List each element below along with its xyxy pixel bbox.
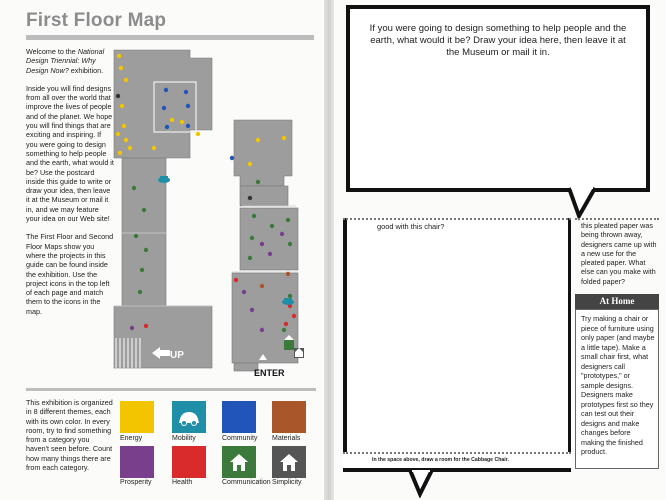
first-floor-map (112, 48, 314, 378)
community-label: Community (222, 435, 258, 442)
up-label: UP (170, 350, 184, 361)
title-rule (26, 35, 314, 40)
health-label: Health (172, 479, 193, 486)
energy-label: Energy (120, 435, 143, 442)
communication-label: Communication (222, 479, 271, 486)
drawing-box-top (346, 5, 650, 192)
drawing-box-middle (343, 218, 571, 470)
communication-swatch (222, 446, 256, 478)
speech-bubble-tail-bottom (406, 470, 436, 498)
dotted-cut-line-side (575, 218, 659, 220)
intro-paragraph-1: Welcome to the National Design Triennial: Why Design Now? exhibition. (26, 47, 105, 75)
at-home-text: Try making a chair or piece of furniture using only paper (and maybe a little tape). Make a small chair first, what designers call "prototypes," or sample designs. Designers make prototypes first so they can test out their designs and make changes before making the finished product. (581, 314, 655, 456)
book-gutter (324, 0, 334, 500)
community-swatch (222, 401, 256, 433)
intro-paragraph-3: The First Floor and Second Floor Maps show you where the projects in this guide can be found inside the exhibition. Use the project icons in the top left of each page and match them to the icons in the map. (26, 232, 114, 316)
enter-label: ENTER (254, 368, 285, 378)
map-floor (114, 50, 298, 371)
speech-bubble-tail (565, 186, 601, 222)
design-question: If you were going to design something to help people and the earth, what would it be? Draw your idea here, then leave it at the Museum or mail it in. (369, 23, 627, 58)
cabbage-chair-caption: In the space above, draw a room for the Cabbage Chair. (372, 457, 509, 463)
materials-swatch (272, 401, 306, 433)
mobility-label: Mobility (172, 435, 196, 442)
prosperity-label: Prosperity (120, 479, 152, 486)
categories-intro: This exhibition is organized in 8 different themes, each with its own color. In every room, try to find something from a category you haven't seen before. Count how many things there are from each category. (26, 398, 113, 473)
simplicity-label: Simplicity (272, 479, 302, 486)
intro-text (26, 47, 114, 325)
energy-swatch (120, 401, 154, 433)
intro-paragraph-2: Inside you will find designs from all over the world that improve the lives of people and of the planet. We hope you will find things that are exciting and inspiring. If you were going to design something to help people and the earth, what would it be? Use the postcard inside this guide to write or draw your idea, then leave it at the Museum or mail it in, and we may feature your idea on our Web site! (26, 83, 114, 224)
map-simplicity-icon (294, 348, 304, 358)
prosperity-swatch (120, 446, 154, 478)
health-swatch (172, 446, 206, 478)
section-divider (26, 388, 316, 391)
at-home-heading: At Home (575, 294, 659, 309)
page-title: First Floor Map (26, 10, 167, 31)
pleated-paper-text: this pleated paper was being thrown away, designers came up with a new use for the pleated paper. What else can you make with folded paper? (581, 221, 657, 286)
materials-label: Materials (272, 435, 301, 442)
mobility-swatch (172, 401, 206, 433)
stairs-icon (116, 338, 140, 368)
simplicity-swatch (272, 446, 306, 478)
chair-question-fragment: good with this chair? (377, 222, 445, 231)
dotted-cut-line-top (343, 218, 571, 220)
